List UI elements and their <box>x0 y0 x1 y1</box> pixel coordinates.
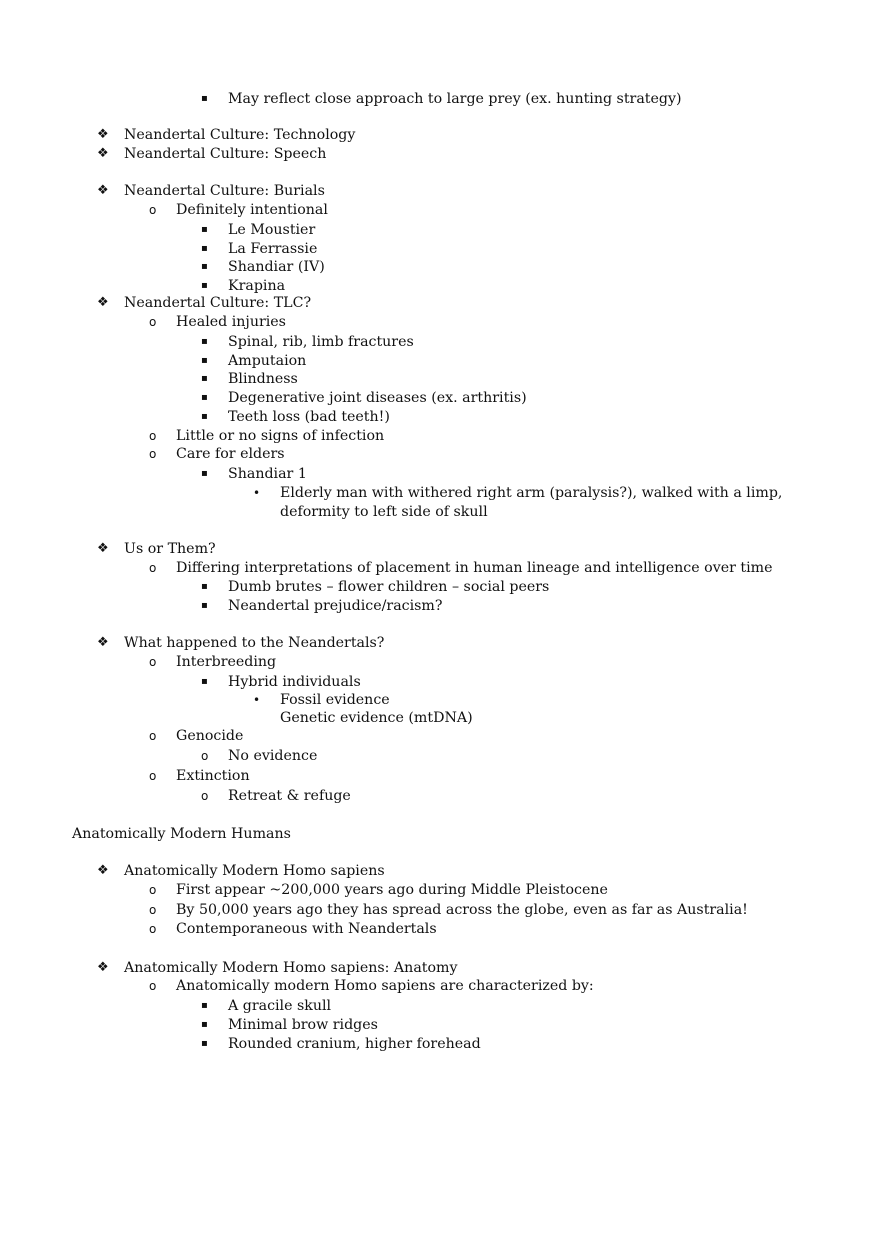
list-item-text: Little or no signs of infection <box>176 428 385 444</box>
circle-bullet-icon: o <box>149 979 157 993</box>
list-item-text: Krapina <box>228 278 286 294</box>
square-bullet-icon: ▪ <box>201 676 208 687</box>
square-bullet-icon: ▪ <box>201 373 208 384</box>
square-bullet-icon: ▪ <box>201 581 208 592</box>
dot-bullet-icon: • <box>253 693 261 707</box>
circle-bullet-icon: o <box>149 561 157 575</box>
circle-bullet-icon: o <box>149 315 157 329</box>
circle-bullet-icon: o <box>149 883 157 897</box>
list-item-text: Elderly man with withered right arm (paralysis?), walked with a limp, <box>280 485 783 501</box>
list-item-text: First appear ~200,000 years ago during Middle Pleistocene <box>176 882 608 898</box>
list-item-text: Neandertal Culture: TLC? <box>124 295 312 311</box>
list-item-text: Anatomically modern Homo sapiens are characterized by: <box>176 978 594 994</box>
diamond-bullet-icon: ❖ <box>97 863 109 878</box>
square-bullet-icon: ▪ <box>201 280 208 291</box>
circle-bullet-icon: o <box>149 922 157 936</box>
list-item-text: Amputaion <box>228 353 307 369</box>
list-item-text: Teeth loss (bad teeth!) <box>228 409 390 425</box>
circle-bullet-icon: o <box>149 729 157 743</box>
square-bullet-icon: ▪ <box>201 224 208 235</box>
square-bullet-icon: ▪ <box>201 1038 208 1049</box>
list-item-text: Shandiar 1 <box>228 466 307 482</box>
square-bullet-icon: ▪ <box>201 468 208 479</box>
list-item-text: Neandertal Culture: Speech <box>124 146 327 162</box>
list-item-text: Rounded cranium, higher forehead <box>228 1036 481 1052</box>
dot-bullet-icon: • <box>253 486 261 500</box>
square-bullet-icon: ▪ <box>201 261 208 272</box>
list-item-text: Care for elders <box>176 446 285 462</box>
list-item-text: Definitely intentional <box>176 202 328 218</box>
circle-bullet-icon: o <box>149 769 157 783</box>
list-item-text: Extinction <box>176 768 250 784</box>
list-item-text: Differing interpretations of placement in human lineage and intelligence over time <box>176 560 773 576</box>
list-item-text: Anatomically Modern Homo sapiens <box>124 863 385 879</box>
list-item-text: Anatomically Modern Homo sapiens: Anatomy <box>124 960 458 976</box>
diamond-bullet-icon: ❖ <box>97 635 109 650</box>
list-item-text: Degenerative joint diseases (ex. arthritis) <box>228 390 527 406</box>
list-item-text: Dumb brutes – flower children – social peers <box>228 579 550 595</box>
diamond-bullet-icon: ❖ <box>97 146 109 161</box>
list-item-text: By 50,000 years ago they has spread across the globe, even as far as Australia! <box>176 902 748 918</box>
list-item-text: Genetic evidence (mtDNA) <box>280 710 473 726</box>
list-item-text: Healed injuries <box>176 314 286 330</box>
list-item-text: Minimal brow ridges <box>228 1017 378 1033</box>
list-item-text: No evidence <box>228 748 318 764</box>
square-bullet-icon: ▪ <box>201 392 208 403</box>
circle-bullet-icon: o <box>201 749 209 763</box>
section-heading-text: Anatomically Modern Humans <box>72 826 291 842</box>
list-item-text: Neandertal Culture: Burials <box>124 183 325 199</box>
diamond-bullet-icon: ❖ <box>97 960 109 975</box>
diamond-bullet-icon: ❖ <box>97 295 109 310</box>
circle-bullet-icon: o <box>201 789 209 803</box>
circle-bullet-icon: o <box>149 447 157 461</box>
square-bullet-icon: ▪ <box>201 1000 208 1011</box>
list-item-text: Interbreeding <box>176 654 277 670</box>
list-item-text: Retreat & refuge <box>228 788 351 804</box>
list-item-text: Neandertal prejudice/racism? <box>228 598 443 614</box>
list-item-text: Us or Them? <box>124 541 216 557</box>
list-item-text: Blindness <box>228 371 298 387</box>
circle-bullet-icon: o <box>149 429 157 443</box>
circle-bullet-icon: o <box>149 203 157 217</box>
circle-bullet-icon: o <box>149 903 157 917</box>
list-item-text: La Ferrassie <box>228 241 318 257</box>
list-item-text: Hybrid individuals <box>228 674 361 690</box>
list-item-text: Le Moustier <box>228 222 316 238</box>
square-bullet-icon: ▪ <box>201 243 208 254</box>
list-item-text: What happened to the Neandertals? <box>124 635 385 651</box>
list-item-text: Neandertal Culture: Technology <box>124 127 356 143</box>
list-item-text: Genocide <box>176 728 244 744</box>
square-bullet-icon: ▪ <box>201 411 208 422</box>
square-bullet-icon: ▪ <box>201 355 208 366</box>
list-item-text: Contemporaneous with Neandertals <box>176 921 437 937</box>
square-bullet-icon: ▪ <box>201 93 208 104</box>
square-bullet-icon: ▪ <box>201 600 208 611</box>
list-item-text: Shandiar (IV) <box>228 259 325 275</box>
circle-bullet-icon: o <box>149 655 157 669</box>
list-item-text: A gracile skull <box>228 998 332 1014</box>
square-bullet-icon: ▪ <box>201 336 208 347</box>
list-item-text: Fossil evidence <box>280 692 390 708</box>
diamond-bullet-icon: ❖ <box>97 127 109 142</box>
diamond-bullet-icon: ❖ <box>97 541 109 556</box>
square-bullet-icon: ▪ <box>201 1019 208 1030</box>
list-item-text: May reflect close approach to large prey (ex. hunting strategy) <box>228 91 682 107</box>
diamond-bullet-icon: ❖ <box>97 183 109 198</box>
list-item-text: Spinal, rib, limb fractures <box>228 334 414 350</box>
list-item-text: deformity to left side of skull <box>280 504 488 520</box>
